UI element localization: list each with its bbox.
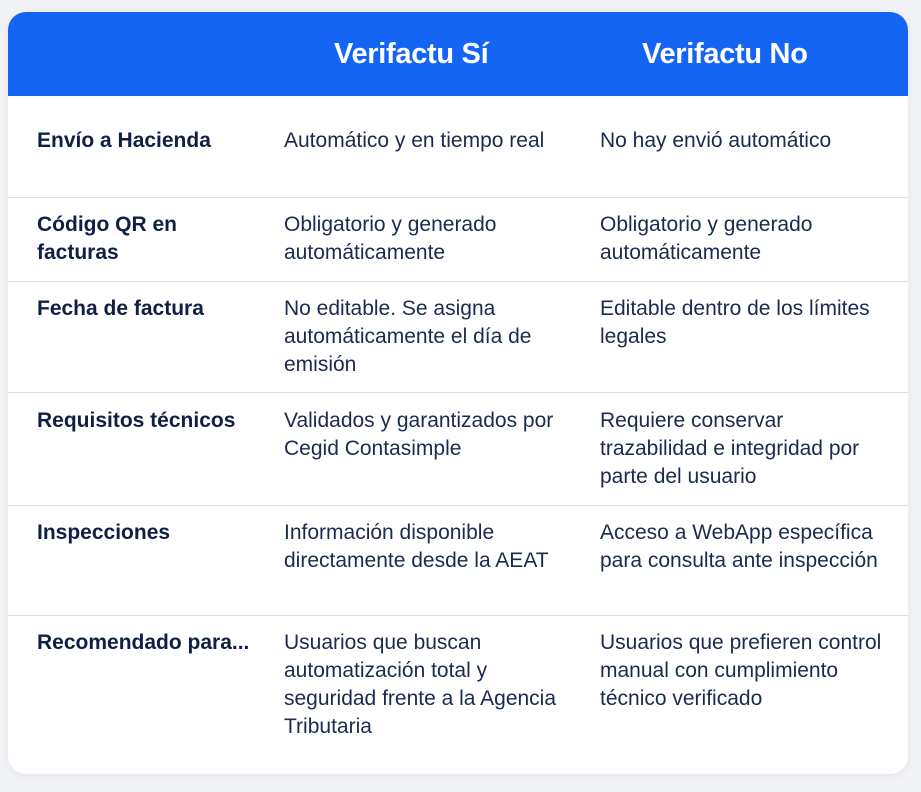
- cell-verifactu-si: Automático y en tiempo real: [284, 129, 545, 152]
- comparison-table: [8, 12, 908, 774]
- row-label: Inspecciones: [37, 521, 171, 544]
- cell-verifactu-no: Editable dentro de los límites legales: [600, 297, 870, 348]
- table-row: [8, 393, 908, 506]
- cell-verifactu-no: Acceso a WebApp específica para consulta ante inspección: [600, 521, 878, 572]
- table-row: [8, 282, 908, 393]
- cell-verifactu-si: Información disponible directamente desde la AEAT: [284, 521, 549, 572]
- table-row: [8, 96, 908, 198]
- column-header-verifactu-si: Verifactu Sí: [334, 38, 489, 70]
- table-header: [8, 12, 908, 96]
- cell-verifactu-no: No hay envió automático: [600, 129, 832, 152]
- column-header-verifactu-no: Verifactu No: [642, 38, 808, 70]
- table-row: [8, 616, 908, 774]
- cell-verifactu-si: Validados y garantizados por Cegid Contasimple: [284, 409, 554, 460]
- row-label: Fecha de factura: [37, 297, 204, 320]
- row-label: Recomendado para...: [37, 631, 250, 654]
- cell-verifactu-no: Obligatorio y generado automáticamente: [600, 213, 813, 264]
- table-row: [8, 506, 908, 616]
- row-label: Envío a Hacienda: [37, 129, 211, 152]
- cell-verifactu-si: Usuarios que buscan automatización total y seguridad frente a la Agencia Tributaria: [284, 631, 557, 738]
- cell-verifactu-si: No editable. Se asigna automáticamente el día de emisión: [284, 297, 532, 376]
- cell-verifactu-si: Obligatorio y generado automáticamente: [284, 213, 497, 264]
- cell-verifactu-no: Usuarios que prefieren control manual con cumplimiento técnico verificado: [600, 631, 882, 710]
- cell-verifactu-no: Requiere conservar trazabilidad e integridad por parte del usuario: [600, 409, 860, 488]
- row-label: Requisitos técnicos: [37, 409, 236, 432]
- table-row: [8, 198, 908, 282]
- row-label: Código QR en facturas: [37, 213, 177, 264]
